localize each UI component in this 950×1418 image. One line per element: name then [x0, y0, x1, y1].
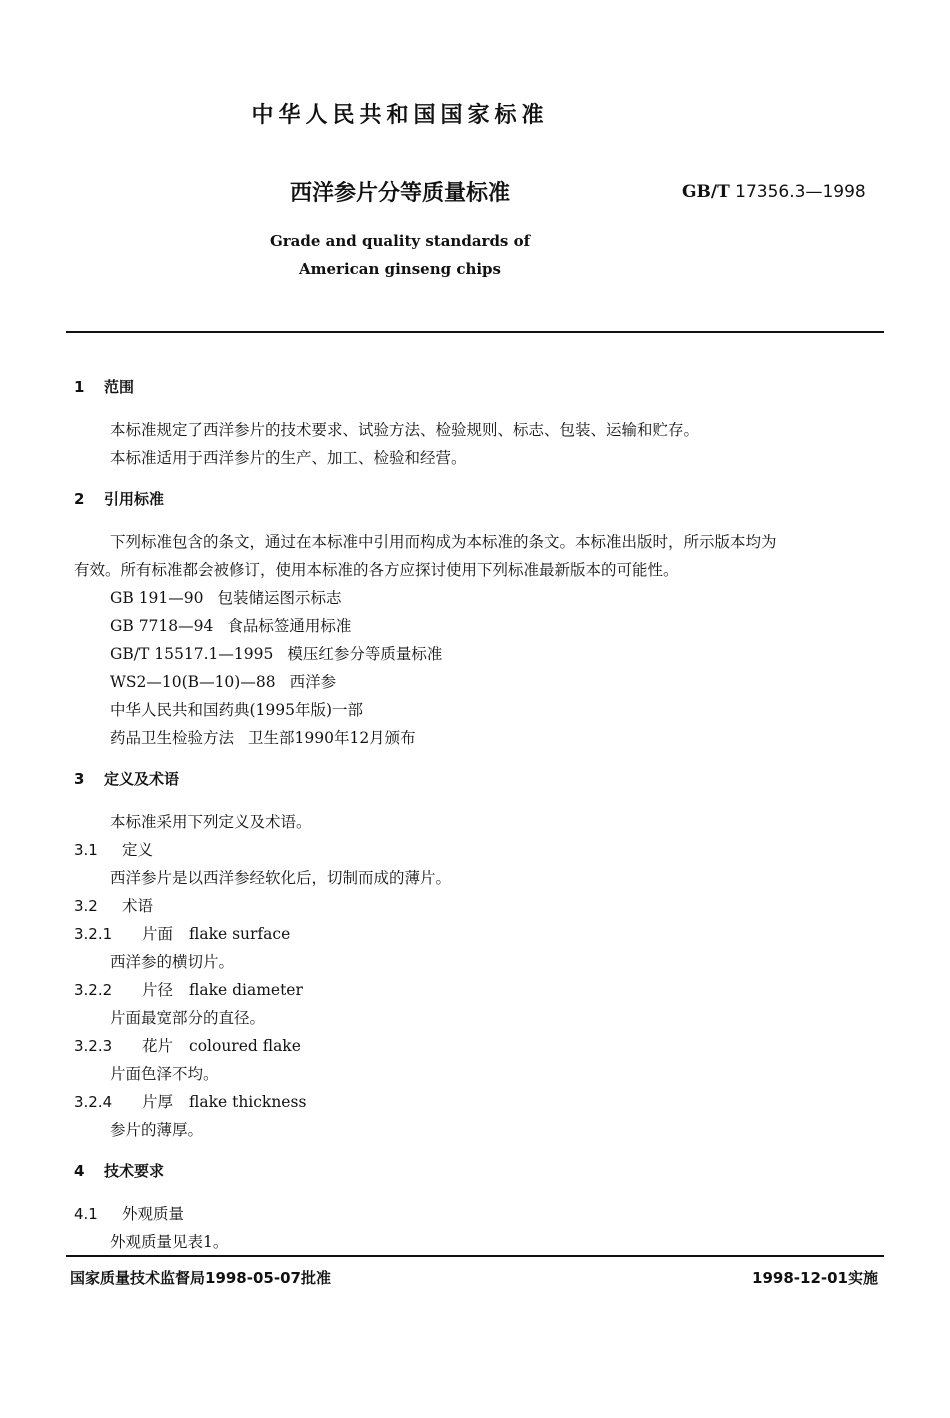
term-cn: 片径: [142, 981, 174, 999]
reference-code: GB 7718—94: [110, 617, 214, 635]
approval-date: 国家质量技术监督局1998-05-07批准: [70, 1269, 331, 1287]
reference-item: [110, 726, 416, 748]
subsection-title: 术语: [122, 897, 154, 915]
reference-code: 药品卫生检验方法: [110, 729, 235, 747]
subsection-number: 3.1: [74, 841, 98, 859]
term-number: 3.2.2: [74, 981, 113, 999]
subsection-title: 定义: [122, 841, 154, 859]
term-number: 3.2.4: [74, 1093, 113, 1111]
term-cn: 片厚: [142, 1093, 174, 1111]
document-title-en-line2: American ginseng chips: [298, 260, 501, 278]
term-heading: [74, 922, 290, 944]
national-standard-heading: 中华人民共和国国家标准: [251, 103, 549, 128]
section-2-paragraph-line-1: 下列标准包含的条文，通过在本标准中引用而构成为本标准的条文。本标准出版时，所示版本均为: [110, 533, 777, 551]
section-number: 4: [74, 1162, 85, 1180]
reference-name: 包装储运图示标志: [217, 589, 342, 607]
reference-name: 模压红参分等质量标准: [287, 645, 443, 663]
term-en: flake surface: [189, 925, 291, 943]
term-cn: 片面: [142, 925, 174, 943]
header-rule: [66, 331, 884, 333]
document-title-cn: 西洋参片分等质量标准: [289, 181, 510, 206]
section-1-heading: [74, 376, 134, 397]
footer-rule: [66, 1255, 884, 1257]
term-cn: 花片: [142, 1037, 174, 1055]
section-number: 2: [74, 490, 85, 508]
term-number: 3.2.3: [74, 1037, 113, 1055]
section-4-heading: [74, 1160, 164, 1181]
term-en: coloured flake: [189, 1037, 301, 1055]
reference-code: GB 191—90: [110, 589, 204, 607]
section-title: 引用标准: [104, 490, 165, 508]
term-heading: [74, 1034, 301, 1056]
section-1-paragraph-1: 本标准规定了西洋参片的技术要求、试验方法、检验规则、标志、包装、运输和贮存。: [110, 421, 700, 439]
subsection-3-1-text: 西洋参片是以西洋参经软化后，切制而成的薄片。: [110, 869, 452, 887]
term-definition: 片面最宽部分的直径。: [110, 1009, 266, 1027]
reference-item: [110, 614, 351, 636]
standard-number-value: 17356.3—1998: [735, 182, 866, 202]
section-3-heading: [74, 768, 179, 789]
subsection-number: 3.2: [74, 897, 98, 915]
implementation-date: 1998-12-01实施: [752, 1269, 878, 1287]
document-title-en-line1: Grade and quality standards of: [269, 232, 531, 250]
term-number: 3.2.1: [74, 925, 113, 943]
reference-item: [110, 586, 342, 608]
reference-code: GB/T 15517.1—1995: [110, 645, 274, 663]
subsection-4-1-text: 外观质量见表1。: [110, 1233, 229, 1251]
subsection-number: 4.1: [74, 1205, 98, 1223]
section-title: 技术要求: [104, 1162, 165, 1180]
reference-name: 西洋参: [289, 673, 337, 691]
section-number: 3: [74, 770, 85, 788]
section-1-paragraph-2: 本标准适用于西洋参片的生产、加工、检验和经营。: [110, 449, 467, 467]
section-title: 定义及术语: [104, 770, 180, 788]
subsection-title: 外观质量: [122, 1205, 185, 1223]
section-number: 1: [74, 378, 85, 396]
section-title: 范围: [104, 378, 135, 396]
term-definition: 参片的薄厚。: [110, 1121, 204, 1139]
section-2-paragraph-line-2: 有效。所有标准都会被修订，使用本标准的各方应探讨使用下列标准最新版本的可能性。: [74, 561, 679, 579]
standard-number: [682, 182, 866, 202]
reference-item: [110, 698, 377, 720]
subsection-3-2-heading: [74, 894, 153, 916]
reference-item: [110, 642, 442, 664]
term-en: flake thickness: [189, 1093, 307, 1111]
reference-code: WS2—10(B—10)—88: [110, 673, 276, 691]
section-3-intro: 本标准采用下列定义及术语。: [110, 813, 312, 831]
term-definition: 片面色泽不均。: [110, 1065, 219, 1083]
reference-code: 中华人民共和国药典(1995年版)一部: [110, 701, 364, 719]
reference-name: 卫生部1990年12月颁布: [248, 729, 416, 747]
term-heading: [74, 1090, 306, 1112]
term-definition: 西洋参的横切片。: [110, 953, 235, 971]
standard-prefix: GB/T: [682, 182, 730, 202]
term-heading: [74, 978, 303, 1000]
reference-name: 食品标签通用标准: [227, 617, 352, 635]
reference-item: [110, 670, 336, 692]
subsection-3-1-heading: [74, 838, 153, 860]
subsection-4-1-heading: [74, 1202, 184, 1224]
section-2-heading: [74, 488, 164, 509]
term-en: flake diameter: [189, 981, 303, 999]
